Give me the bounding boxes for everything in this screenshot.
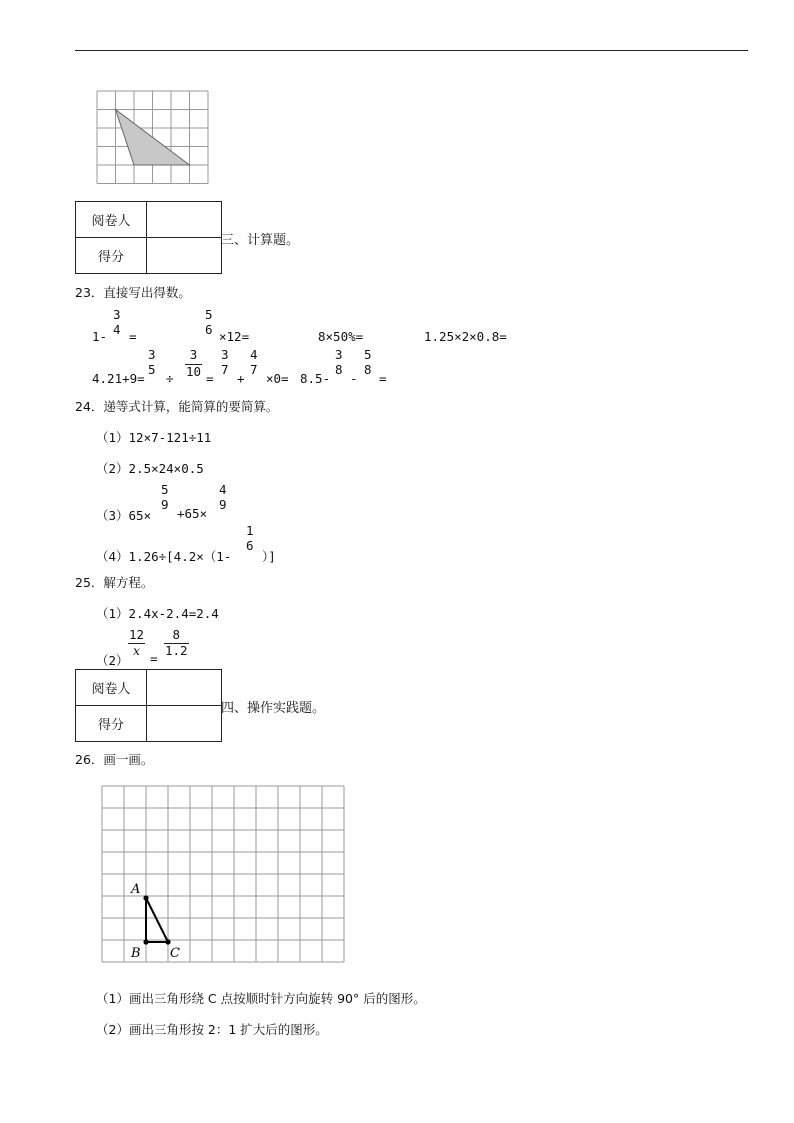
point-b [143,939,148,944]
numerator: 5 [161,482,169,497]
denominator: x [128,643,145,658]
label-c: C [170,946,180,961]
q24-part1: （1）12×7-121÷11 [96,430,212,445]
q24-title: 24．递等式计算，能简算的要简算。 [75,399,279,414]
numerator: 4 [250,347,258,362]
denominator: 5 [148,361,156,377]
reviewer-cell[interactable] [147,202,222,238]
numerator: 5 [364,347,372,362]
numerator: 5 [205,307,213,322]
numerator: 4 [219,482,227,497]
drawing-grid[interactable] [100,785,348,967]
numerator: 1 [246,523,254,538]
shaded-triangle-figure [96,90,210,186]
reviewer-label: 阅卷人 [76,202,147,238]
q23-r2-fraction-4 [249,349,259,376]
score-table-section4 [75,669,222,742]
score-cell[interactable] [147,238,222,274]
q24-part2: （2）2.5×24×0.5 [96,461,204,476]
q24-part3-mid: +65× [177,506,208,521]
q23-r2-equals-1: = [206,371,214,386]
denominator: 10 [186,363,202,379]
q24-part4-fraction [245,525,255,552]
q23-r2-fraction-1 [147,349,157,376]
q23-r2-fraction-2 [185,349,202,378]
section3-heading: 三、计算题。 [221,233,300,248]
numerator: 3 [148,347,156,362]
q25-part2-equals: = [150,651,158,666]
q23-r2-e3-prefix: 8.5- [300,371,331,386]
q24-part4-prefix: （4）1.26÷[4.2×（1- [96,549,232,564]
denominator: 4 [113,321,121,337]
q23-r2-tail: ×0= [266,371,289,386]
header-rule [75,50,748,51]
reviewer-label: 阅卷人 [76,670,147,706]
q23-r2-plus: + [237,371,245,386]
denominator: 9 [219,496,227,512]
denominator: 1.2 [165,642,188,658]
denominator: 9 [161,496,169,512]
numerator: 3 [113,307,121,322]
q23-r2-minus: - [350,371,358,386]
q25-part2-prefix: （2） [96,653,129,668]
q23-r1-e1-suffix: = [129,329,137,344]
q23-r2-divide: ÷ [166,371,174,386]
denominator: 7 [250,361,258,377]
q25-title: 25．解方程。 [75,575,154,590]
q24-part4-suffix: ）] [262,549,276,564]
numerator: 3 [189,347,198,362]
numerator: 8 [172,627,181,642]
q23-r2-fraction-3 [220,349,230,376]
denominator: 8 [335,361,343,377]
q26-task2: （2）画出三角形按 2：1 扩大后的图形。 [96,1022,328,1037]
denominator: 6 [246,537,254,553]
q23-r2-fraction-5 [334,349,344,376]
q23-r1-fraction-1 [112,309,122,336]
q25-part1: （1）2.4x-2.4=2.4 [96,606,219,621]
score-label: 得分 [76,706,147,742]
q25-part2-fraction-2 [164,629,189,657]
score-table-section3 [75,201,222,274]
q23-r1-e1-prefix: 1- [92,329,108,344]
q23-r2-fraction-6 [363,349,373,376]
reviewer-cell[interactable] [147,670,222,706]
q25-part2-fraction-1 [128,629,145,657]
q24-part3-prefix: （3）65× [96,508,152,523]
point-a [143,895,148,900]
denominator: 8 [364,361,372,377]
label-b: B [131,946,141,961]
q23-r2-e1: 4.21+9= [92,371,145,386]
q23-title: 23．直接写出得数。 [75,285,191,300]
label-a: A [131,882,141,897]
point-c [165,939,170,944]
q23-r1-e3: 8×50%= [318,329,364,344]
side-ac [146,898,168,942]
section4-heading: 四、操作实践题。 [221,701,326,716]
denominator: 7 [221,361,229,377]
score-label: 得分 [76,238,147,274]
q23-r1-e2-suffix: ×12= [219,329,250,344]
q23-r1-e4: 1.25×2×0.8= [424,329,507,344]
numerator: 3 [335,347,343,362]
q26-task1: （1）画出三角形绕 C 点按顺时针方向旋转 90° 后的图形。 [96,991,426,1006]
q23-r1-fraction-2 [204,309,214,336]
numerator: 3 [221,347,229,362]
q24-part3-fraction-1 [160,484,170,511]
denominator: 6 [205,321,213,337]
q23-r2-equals-2: = [379,371,387,386]
numerator: 12 [129,627,145,642]
q24-part3-fraction-2 [218,484,228,511]
q26-title: 26．画一画。 [75,752,154,767]
score-cell[interactable] [147,706,222,742]
